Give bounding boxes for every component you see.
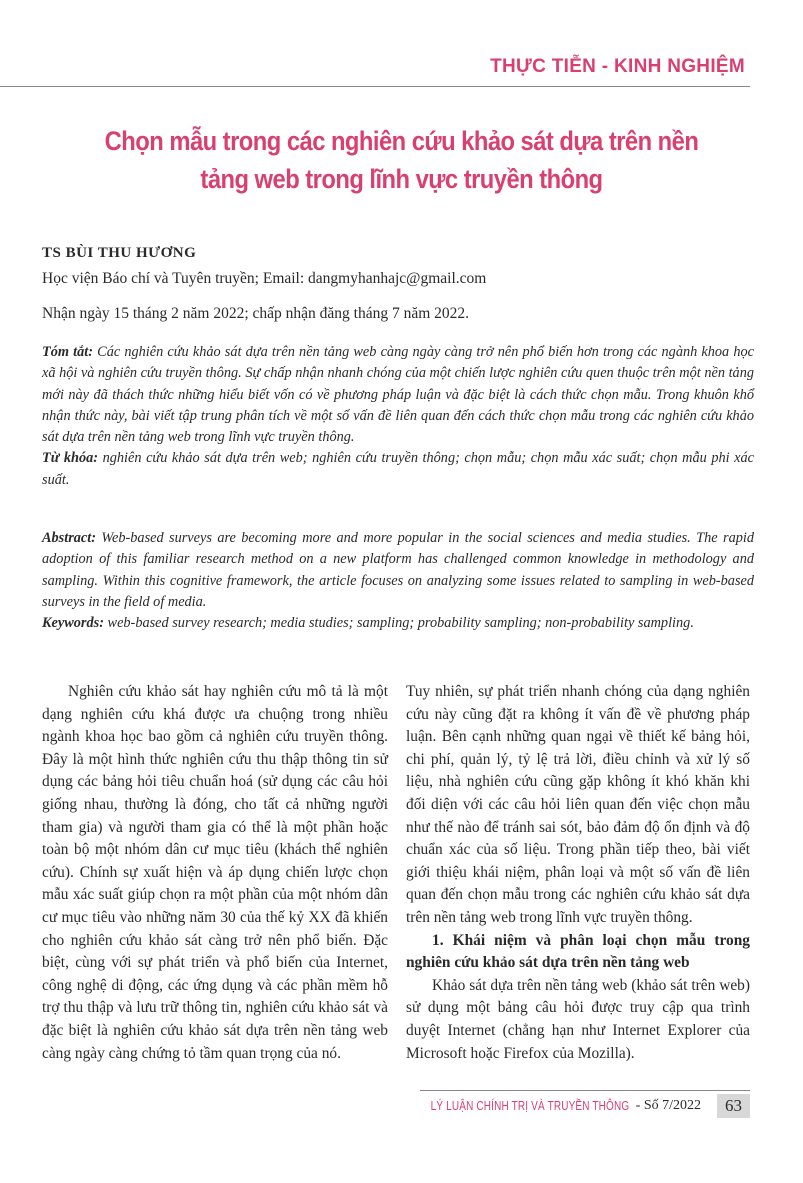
body-paragraph: Khảo sát dựa trên nền tảng web (khảo sát trên web) sử dụng một bảng câu hỏi được truy cập qua trình duyệt Internet (chẳng hạn như Internet Explorer của Microsoft hoặc Firefox của Mozilla). (406, 976, 750, 1062)
body-paragraph: Nghiên cứu khảo sát hay nghiên cứu mô tả là một dạng nghiên cứu khá được ưa chuộng trong nhiều ngành khoa học bao gồm cả nghiên cứu truyền thông. Đây là một hình thức nghiên cứu thu thập thông tin sử dụng các bảng hỏi tiêu chuẩn hoá (sử dụng các câu hỏi giống nhau, thường là đóng, cho tất cả những người tham gia) và người tham gia có thể là một phần hoặc toàn bộ một nhóm dân cư mục tiêu (khách thể nghiên cứu). Chính sự xuất hiện và áp dụng chiến lược chọn mẫu xác suất giúp chọn ra một phần của một nhóm dân cư mục tiêu vào những năm 30 của thế kỷ XX đã khiến cho nghiên cứu khảo sát càng trở nên phổ biến. Đặc biệt, cùng với sự phát triển và phổ biến của Internet, công nghệ di động, các ứng dụng và các phần mềm hỗ trợ thu thập và lưu trữ thông tin, nghiên cứu khảo sát và đặc biệt là nghiên cứu khảo sát dựa trên nền tảng web càng ngày càng chứng tỏ tầm quan trọng của nó. (42, 683, 388, 1062)
section-heading: 1. Khái niệm và phân loại chọn mẫu trong nghiên cứu khảo sát dựa trên nền tảng web (406, 931, 750, 972)
abstract-text: Web-based surveys are becoming more and more popular in the social sciences and media studies. The rapid adoption of this familiar research method on a new platform has challenged common knowledge in methodology and sampling. Within this cognitive framework, the article focuses on analyzing some issues related to sampling in web-based surveys in the field of media. (42, 530, 754, 610)
title-line-2: tảng web trong lĩnh vực truyền thông (200, 164, 603, 194)
author: TS BÙI THU HƯƠNG (42, 245, 197, 261)
tomtat-label: Tóm tắt: (42, 344, 94, 360)
footer-rule (420, 1090, 750, 1091)
tukhoa-text: nghiên cứu khảo sát dựa trên web; nghiên cứu truyền thông; chọn mẫu; chọn mẫu xác suất; chọn mẫu phi xác suất. (42, 450, 755, 488)
left-column (42, 681, 388, 1065)
tomtat-text: Các nghiên cứu khảo sát dựa trên nền tảng web càng ngày càng trở nên phổ biến hơn trong các ngành khoa học xã hội và nghiên cứu truyền thông. Sự chấp nhận nhanh chóng của một chiến lược nghiên cứu quen thuộc trên một nền tảng mới này đã thách thức những hiểu biết vốn có về phương pháp luận và đặc biệt là cách thức chọn mẫu. Trong khuôn khổ nhận thức này, bài viết tập trung phân tích về một số vấn đề liên quan đến cách thức chọn mẫu trong các nghiên cứu khảo sát dựa trên nền tảng web trong lĩnh vực truyền thông. (42, 344, 755, 446)
affiliation: Học viện Báo chí và Tuyên truyền; Email: dangmyhanhajc@gmail.com (42, 270, 487, 287)
abstract-label: Abstract: (42, 530, 97, 546)
received-date: Nhận ngày 15 tháng 2 năm 2022; chấp nhận đăng tháng 7 năm 2022. (42, 305, 470, 322)
vietnamese-abstract (42, 342, 754, 491)
header-rule (0, 86, 750, 87)
keywords-text: web-based survey research; media studies; sampling; probability sampling; non-probability sampling. (103, 615, 694, 632)
body-paragraph: Tuy nhiên, sự phát triển nhanh chóng của dạng nghiên cứu này cũng đặt ra không ít vấn đề về phương pháp luận. Bên cạnh những quan ngại về thiết kế bảng hỏi, chi phí, quản lý, tỷ lệ trả lời, điều chỉnh và xử lý số liệu, nhà nghiên cứu cũng gặp không ít khó khăn khi đối diện với các câu hỏi liên quan đến việc chọn mẫu như thế nào để tránh sai sót, bảo đảm độ ổn định và độ chuẩn xác của số liệu. Trong phần tiếp theo, bài viết giới thiệu khái niệm, phân loại và một số vấn đề liên quan đến chọn mẫu trong các nghiên cứu khảo sát dựa trên nền tảng web trong lĩnh vực truyền thông. (406, 683, 750, 926)
tukhoa-label: Từ khóa: (42, 450, 99, 467)
article-title (83, 122, 719, 198)
english-abstract (42, 528, 754, 634)
page-number: 63 (717, 1094, 750, 1118)
issue-number: - Số 7/2022 (635, 1098, 701, 1113)
title-line-1: Chọn mẫu trong các nghiên cứu khảo sát dựa trên nền (104, 126, 699, 156)
right-column (406, 681, 750, 1065)
journal-name: LÝ LUẬN CHÍNH TRỊ VÀ TRUYỀN THÔNG (431, 1099, 630, 1113)
page-footer (381, 1094, 750, 1118)
section-label: THỰC TIỄN - KINH NGHIỆM (490, 56, 745, 77)
keywords-label: Keywords: (42, 615, 104, 632)
